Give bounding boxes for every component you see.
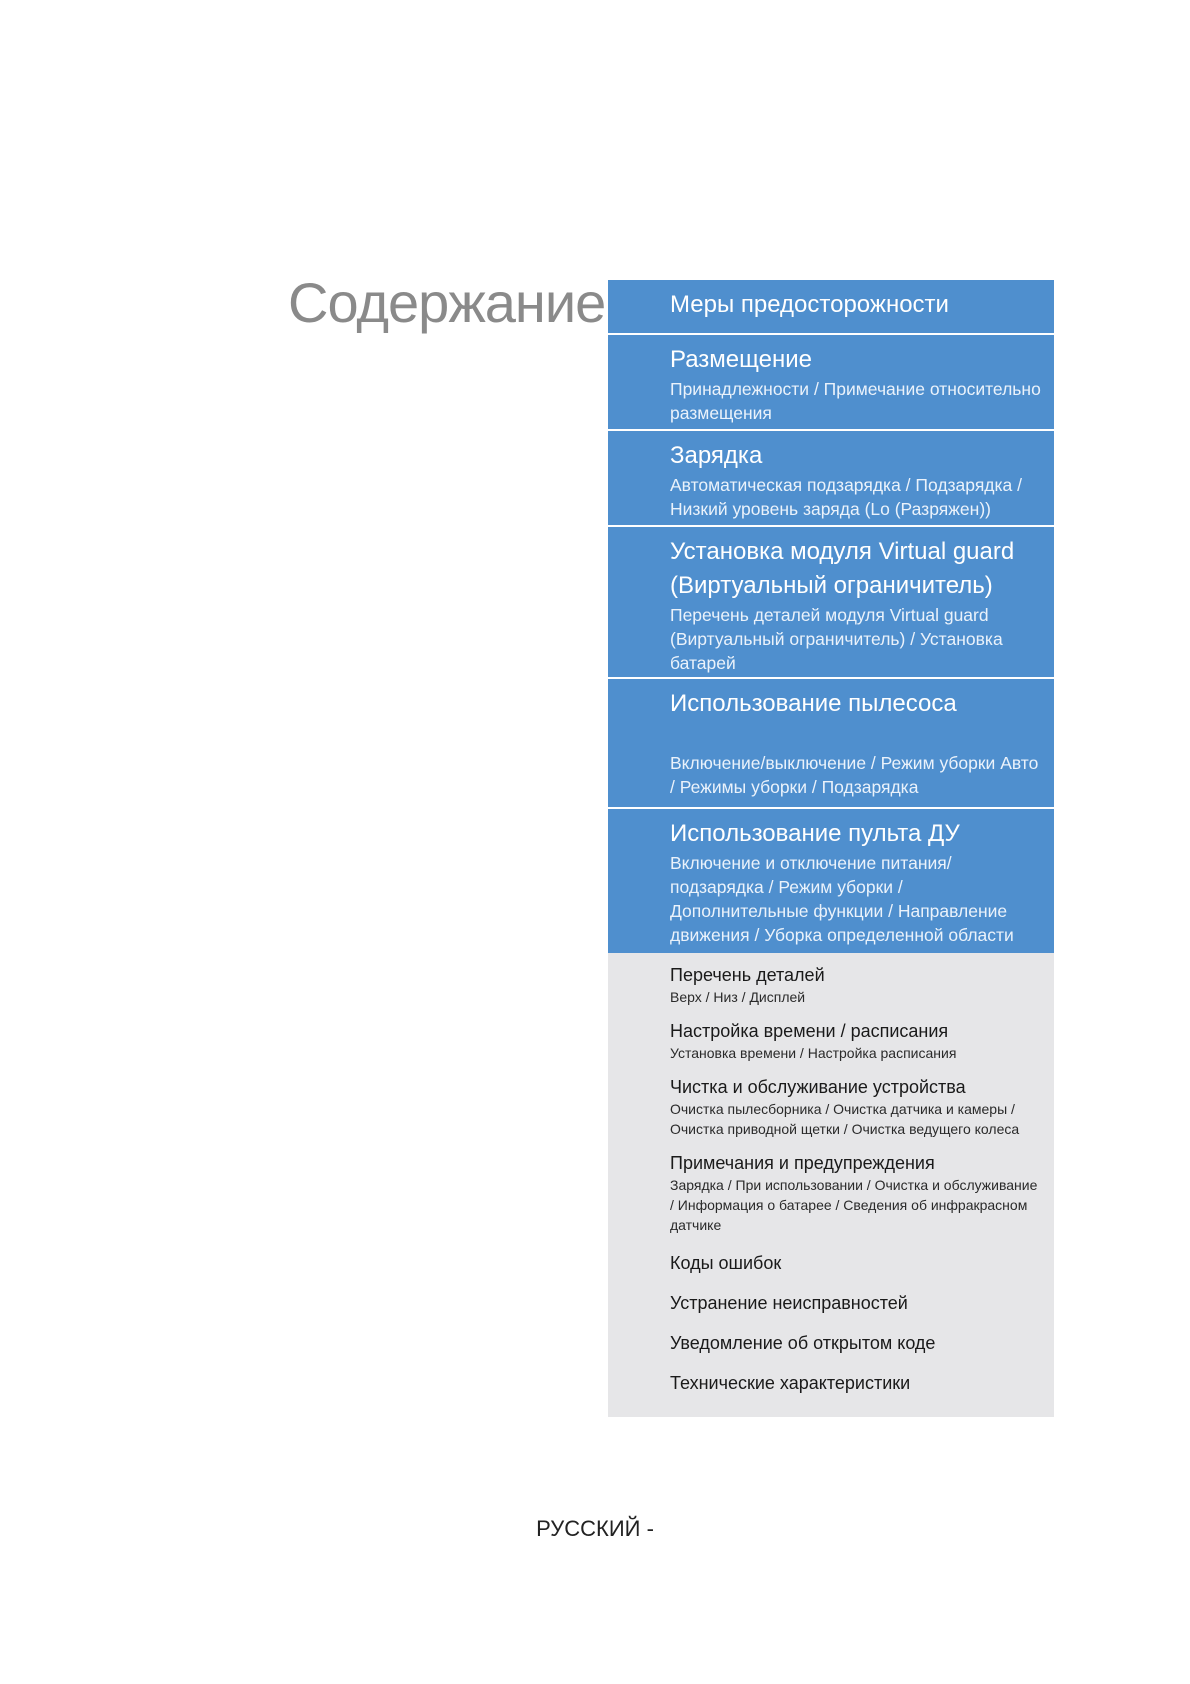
toc-section-subtitle: Перечень деталей модуля Virtual guard (Виртуальный ограничитель) / Установка батарей (670, 605, 1003, 673)
toc-section-placement[interactable] (608, 335, 1054, 431)
toc-section-subtitle: Автоматическая подзарядка / Подзарядка / Низкий уровень заряда (Lo (Разряжен)) (670, 475, 1023, 519)
toc-section-title: Зарядка (670, 442, 763, 469)
toc-section-charging[interactable] (608, 431, 1054, 527)
toc-secondary-list (608, 953, 1054, 1417)
toc-section-subtitle: Включение и отключение питания/подзарядка / Режим уборки / Дополнительные функции / Направление движения / Уборка определенной области (670, 853, 1014, 945)
toc-item-title: Коды ошибок (670, 1253, 782, 1273)
toc-section-using-vacuum[interactable] (608, 679, 1054, 809)
toc-item-troubleshooting[interactable] (670, 1285, 1042, 1325)
toc-section-title: Размещение (670, 346, 812, 373)
toc-section-subtitle: Включение/выключение / Режим уборки Авто / Режимы уборки / Подзарядка (670, 753, 1039, 797)
toc-item-time-schedule[interactable] (670, 1017, 1042, 1073)
toc-item-error-codes[interactable] (670, 1245, 1042, 1285)
page-title: Содержание (288, 271, 606, 334)
toc-item-notes-warnings[interactable] (670, 1149, 1042, 1245)
toc-item-title: Настройка времени / расписания (670, 1021, 949, 1041)
toc-section-remote[interactable] (608, 809, 1054, 953)
toc-item-title: Технические характеристики (670, 1373, 911, 1393)
toc-item-title: Примечания и предупреждения (670, 1153, 935, 1173)
toc-section-title: Меры предосторожности (670, 291, 949, 318)
toc-item-subtitle: Установка времени / Настройка расписания (670, 1045, 957, 1061)
toc-item-subtitle: Верх / Низ / Дисплей (670, 989, 806, 1005)
toc-item-cleaning-maintenance[interactable] (670, 1073, 1042, 1149)
toc-section-subtitle: Принадлежности / Примечание относительно размещения (670, 379, 1041, 423)
toc-section-title: Использование пульта ДУ (670, 820, 960, 847)
toc-section-virtual-guard[interactable] (608, 527, 1054, 679)
page-footer: РУССКИЙ - (536, 1516, 654, 1541)
toc-item-title: Чистка и обслуживание устройства (670, 1077, 966, 1097)
toc-item-title: Уведомление об открытом коде (670, 1333, 936, 1353)
toc-section-title: Установка модуля Virtual guard (Виртуальный ограничитель) (670, 538, 1015, 599)
toc-item-title: Перечень деталей (670, 965, 825, 985)
toc-section-safety[interactable] (608, 280, 1054, 335)
toc-section-title: Использование пылесоса (670, 690, 957, 717)
toc-item-title: Устранение неисправностей (670, 1293, 908, 1313)
toc-item-subtitle: Зарядка / При использовании / Очистка и обслуживание / Информация о батарее / Сведения об инфракрасном датчике (670, 1177, 1038, 1233)
toc-item-parts[interactable] (670, 961, 1042, 1017)
toc-item-open-source-notice[interactable] (670, 1325, 1042, 1365)
toc-item-subtitle: Очистка пылесборника / Очистка датчика и камеры / Очистка приводной щетки / Очистка ведущего колеса (670, 1101, 1020, 1137)
table-of-contents (608, 280, 1054, 1417)
toc-item-specifications[interactable] (670, 1365, 1042, 1405)
